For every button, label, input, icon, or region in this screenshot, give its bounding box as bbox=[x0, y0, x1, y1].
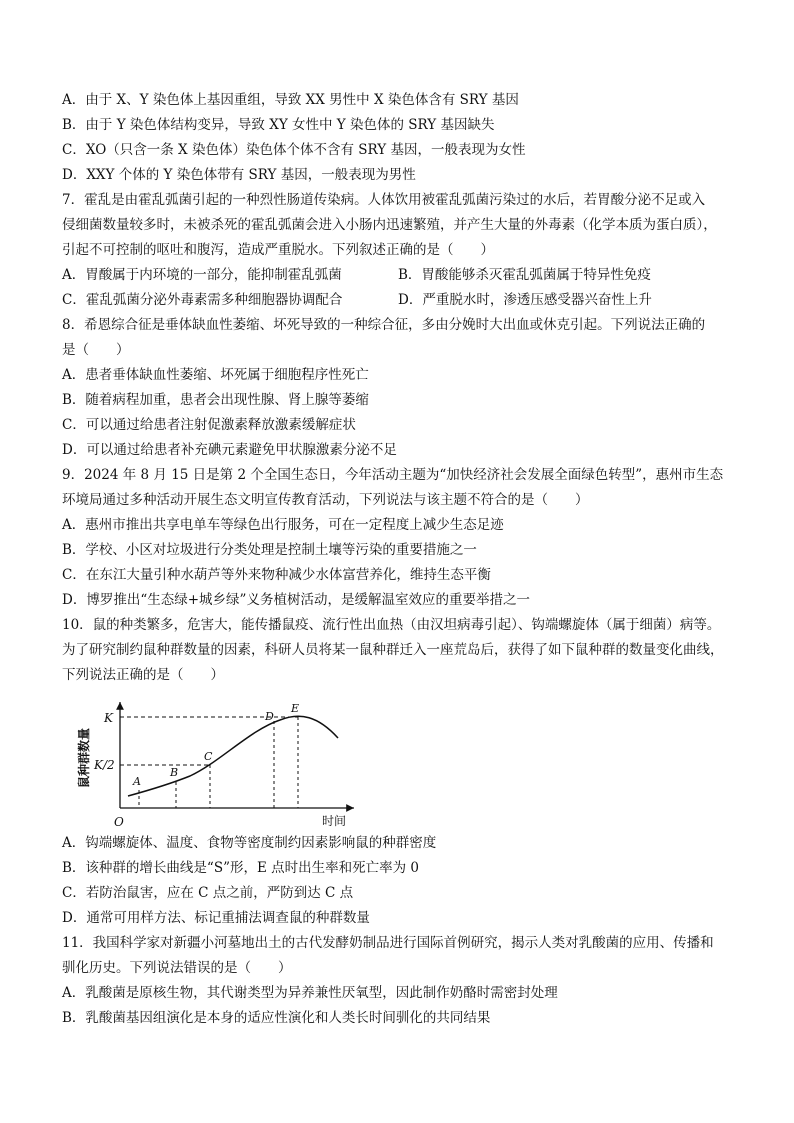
q8-option-a: A．患者垂体缺血性萎缩、坏死属于细胞程序性死亡 bbox=[62, 367, 369, 383]
point-a-label: A bbox=[133, 775, 141, 788]
q10-option-b: B．该种群的增长曲线是“S”形，E 点时出生率和死亡率为 0 bbox=[62, 860, 419, 876]
q8-stem-line-2: 是（ ） bbox=[62, 342, 130, 358]
q9-option-b: B．学校、小区对垃圾进行分类处理是控制土壤等污染的重要措施之一 bbox=[62, 542, 477, 558]
q6-option-a: A．由于 X、Y 染色体上基因重组，导致 XX 男性中 X 染色体含有 SRY 基因 bbox=[62, 92, 519, 108]
q11-stem-line-2: 驯化历史。下列说法错误的是（ ） bbox=[62, 960, 292, 976]
q9-option-d: D．博罗推出“生态绿+城乡绿”义务植树活动，是缓解温室效应的重要举措之一 bbox=[62, 592, 530, 608]
point-b-label: B bbox=[170, 766, 179, 779]
q7-option-c: C．霍乱弧菌分泌外毒素需多种细胞器协调配合 bbox=[62, 292, 343, 308]
q7-option-a: A．胃酸属于内环境的一部分，能抑制霍乱弧菌 bbox=[62, 267, 342, 283]
q10-option-d: D．通常可用样方法、标记重捕法调查鼠的种群数量 bbox=[62, 910, 370, 926]
origin-label: O bbox=[114, 815, 124, 829]
q9-stem-line-1: 9．2024 年 8 月 15 日是第 2 个全国生态日，今年活动主题为“加快经济社会发展全面绿色转型”，惠州市生态 bbox=[62, 467, 724, 483]
population-curve bbox=[128, 716, 338, 796]
q8-option-d: D．可以通过给患者补充碘元素避免甲状腺激素分泌不足 bbox=[62, 442, 397, 458]
q8-stem-line-1: 8．希恩综合征是垂体缺血性萎缩、坏死导致的一种综合征，多由分娩时大出血或休克引起。下列说法正确的 bbox=[62, 317, 706, 333]
q9-option-a: A．惠州市推出共享电单车等绿色出行服务，可在一定程度上减少生态足迹 bbox=[62, 517, 504, 533]
q7-option-d: D．严重脱水时，渗透压感受器兴奋性上升 bbox=[398, 292, 652, 308]
q10-stem-line-1: 10．鼠的种类繁多，危害大，能传播鼠疫、流行性出血热（由汉坦病毒引起）、钩端螺旋体（属于细菌）病等。 bbox=[62, 617, 721, 633]
q10-stem-line-3: 下列说法正确的是（ ） bbox=[62, 667, 224, 683]
point-d-label: D bbox=[265, 710, 274, 723]
q8-option-b: B．随着病程加重，患者会出现性腺、肾上腺等萎缩 bbox=[62, 392, 369, 408]
k-half-label: K/2 bbox=[94, 758, 115, 772]
q7-option-b: B．胃酸能够杀灭霍乱弧菌属于特异性免疫 bbox=[398, 267, 651, 283]
q10-option-c: C．若防治鼠害，应在 C 点之前，严防到达 C 点 bbox=[62, 885, 354, 901]
q9-stem-line-2: 环境局通过多种活动开展生态文明宣传教育活动，下列说法与该主题不符合的是（ ） bbox=[62, 492, 589, 508]
y-axis-label: 鼠种群数量 bbox=[77, 727, 91, 788]
q6-option-d: D．XXY 个体的 Y 染色体带有 SRY 基因，一般表现为男性 bbox=[62, 167, 416, 183]
x-axis-label: 时间 bbox=[322, 814, 347, 828]
q9-option-c: C．在东江大量引种水葫芦等外来物种减少水体富营养化，维持生态平衡 bbox=[62, 567, 491, 583]
population-curve-figure bbox=[70, 698, 360, 836]
point-e-label: E bbox=[291, 702, 300, 715]
point-c-label: C bbox=[204, 750, 213, 763]
q6-option-b: B．由于 Y 染色体结构变异，导致 XY 女性中 Y 染色体的 SRY 基因缺失 bbox=[62, 117, 495, 133]
k-label: K bbox=[104, 711, 113, 725]
q8-option-c: C．可以通过给患者注射促激素释放激素缓解症状 bbox=[62, 417, 356, 433]
q6-option-c: C．XO（只含一条 X 染色体）染色体个体不含有 SRY 基因，一般表现为女性 bbox=[62, 142, 526, 158]
q11-option-b: B．乳酸菌基因组演化是本身的适应性演化和人类长时间驯化的共同结果 bbox=[62, 1010, 491, 1026]
q10-option-a: A．钩端螺旋体、温度、食物等密度制约因素影响鼠的种群密度 bbox=[62, 835, 437, 851]
q7-stem-line-1: 7．霍乱是由霍乱弧菌引起的一种烈性肠道传染病。人体饮用被霍乱弧菌污染过的水后，若胃酸分泌不足或入 bbox=[62, 192, 706, 208]
q11-option-a: A．乳酸菌是原核生物，其代谢类型为异养兼性厌氧型，因此制作奶酪时需密封处理 bbox=[62, 985, 558, 1001]
q7-stem-line-2: 侵细菌数量较多时，未被杀死的霍乱弧菌会进入小肠内迅速繁殖，并产生大量的外毒素（化学本质为蛋白质）， bbox=[62, 217, 717, 233]
q11-stem-line-1: 11．我国科学家对新疆小河墓地出土的古代发酵奶制品进行国际首例研究，揭示人类对乳酸菌的应用、传播和 bbox=[62, 935, 714, 951]
q10-stem-line-2: 为了研究制约鼠种群数量的因素，科研人员将某一鼠种群迁入一座荒岛后，获得了如下鼠种群的数量变化曲线， bbox=[62, 642, 724, 658]
q7-stem-line-3: 引起不可控制的呕吐和腹泻，造成严重脱水。下列叙述正确的是（ ） bbox=[62, 242, 494, 258]
